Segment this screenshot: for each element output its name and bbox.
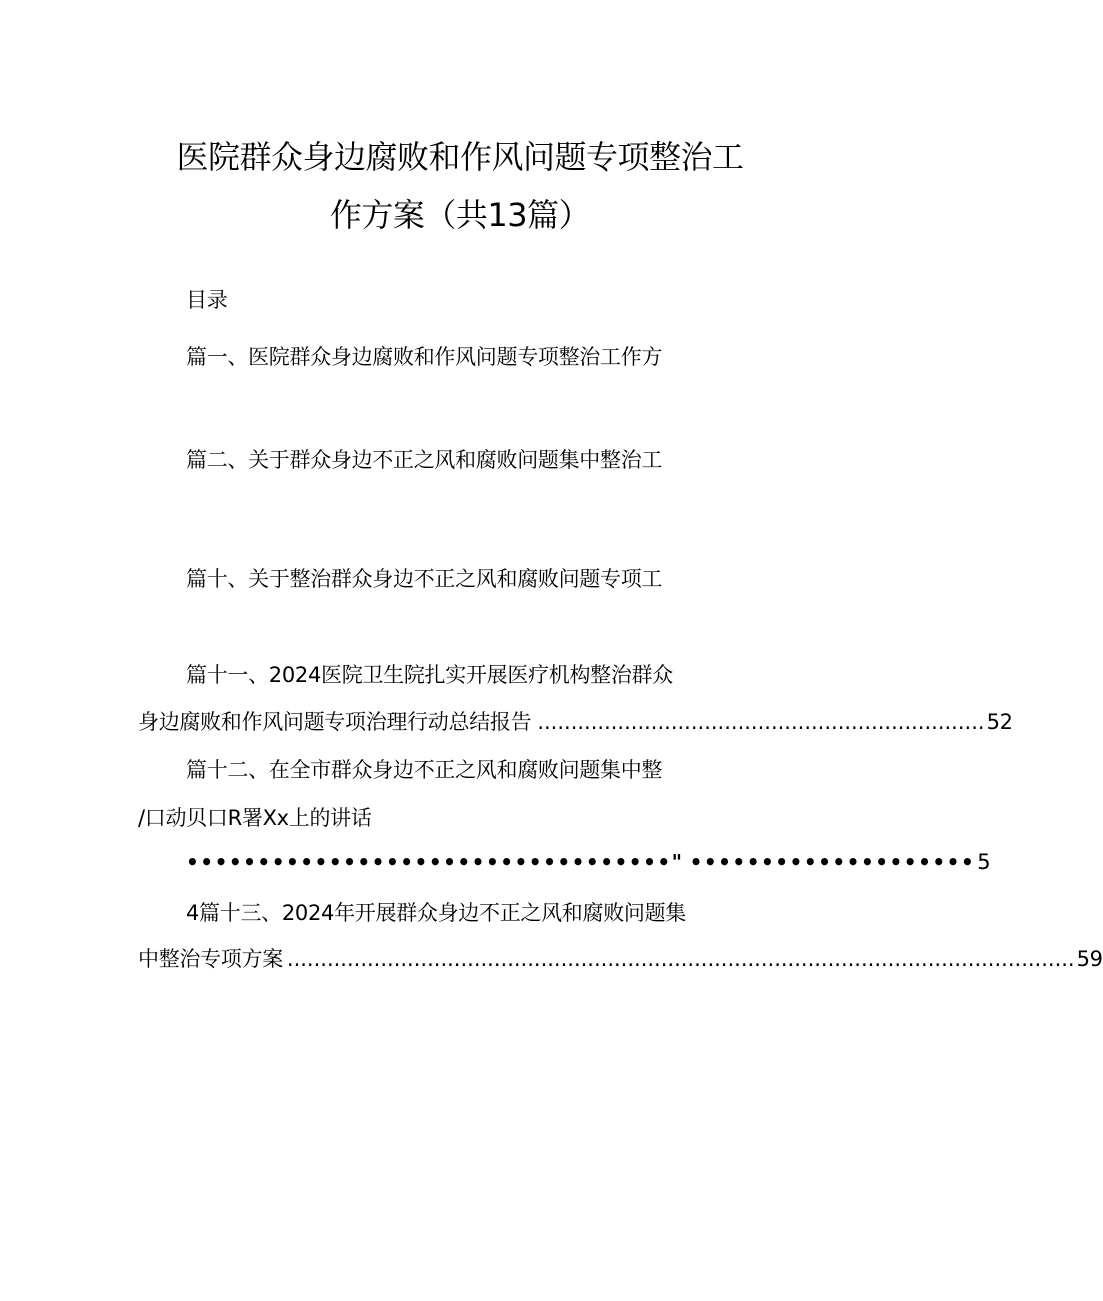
document-title-line-2: 作方案（共13篇） <box>329 196 591 234</box>
toc-entry-4-title: 身边腐败和作风问题专项治理行动总结报告 <box>138 710 532 734</box>
toc-entry-5-dots-right: •••••••••••••••••••• <box>689 850 976 874</box>
toc-entry-3: 篇十、关于整治群众身边不正之风和腐败问题专项工 <box>186 567 663 591</box>
toc-entry-4-line-1: 篇十一、2024医院卫生院扎实开展医疗机构整治群众 <box>186 663 673 687</box>
toc-entry-5-leader-row <box>186 850 991 876</box>
toc-entry-4-line-2 <box>138 706 1013 736</box>
toc-entry-5-dots-left: ••••••••••••••••••••••••••••••••••" <box>186 850 684 874</box>
toc-entry-6-page: 59 <box>1076 947 1103 971</box>
toc-entry-5-page: 5 <box>977 850 991 874</box>
toc-heading: 目录 <box>186 288 228 312</box>
toc-entry-2: 篇二、关于群众身边不正之风和腐败问题集中整治工 <box>186 448 663 472</box>
toc-entry-6-line-1: 4篇十三、2024年开展群众身边不正之风和腐败问题集 <box>186 901 687 925</box>
toc-entry-6-line-2 <box>138 943 1103 973</box>
toc-entry-1: 篇一、医院群众身边腐败和作风问题专项整治工作方 <box>186 345 663 369</box>
toc-entry-6-title: 中整治专项方案 <box>138 947 283 971</box>
toc-entry-4-page: 52 <box>986 710 1013 734</box>
toc-entry-5-line-2: /口动贝口R署Xx上的讲话 <box>138 806 372 830</box>
document-title-line-1: 医院群众身边腐败和作风问题专项整治工 <box>176 138 744 176</box>
toc-entry-5-line-1: 篇十二、在全市群众身边不正之风和腐败问题集中整 <box>186 758 663 782</box>
toc-entry-4-leader: ................................................................... <box>537 710 985 734</box>
toc-entry-6-leader: ...................................................................................................................... <box>286 947 1075 971</box>
